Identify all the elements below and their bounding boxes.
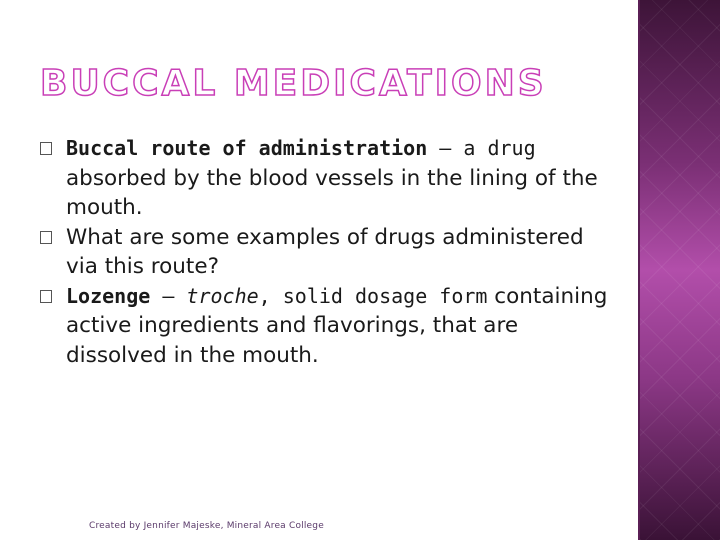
bullet-item xyxy=(40,223,620,282)
bullet-box-icon xyxy=(40,290,52,303)
bullet-item xyxy=(40,134,620,223)
bullet-box-icon xyxy=(40,231,52,244)
bullet-text: absorbed by the blood vessels in the lining of the mouth. xyxy=(66,165,598,220)
bullet-lead-term: Lozenge xyxy=(66,283,151,308)
footer-credit: Created by Jennifer Majeske, Mineral Area College xyxy=(89,521,324,531)
bullet-text: What are some examples of drugs administered via this route? xyxy=(66,224,584,279)
slide-title: BUCCAL MEDICATIONS xyxy=(40,63,547,104)
bullet-item xyxy=(40,282,620,371)
bullet-italic-term: troche xyxy=(186,283,259,308)
bullet-text-inline: , solid dosage form xyxy=(258,283,488,308)
bullet-box-icon xyxy=(40,142,52,155)
bullet-dash: – xyxy=(150,283,187,308)
bullet-lead-term: Buccal route of administration xyxy=(66,136,428,160)
decorative-side-panel xyxy=(640,0,720,540)
bullet-text: containing active ingredients and flavorings, that are dissolved in the mouth. xyxy=(66,283,608,368)
bullet-text-inline: – a drug xyxy=(427,136,536,160)
bullet-list xyxy=(40,134,620,370)
